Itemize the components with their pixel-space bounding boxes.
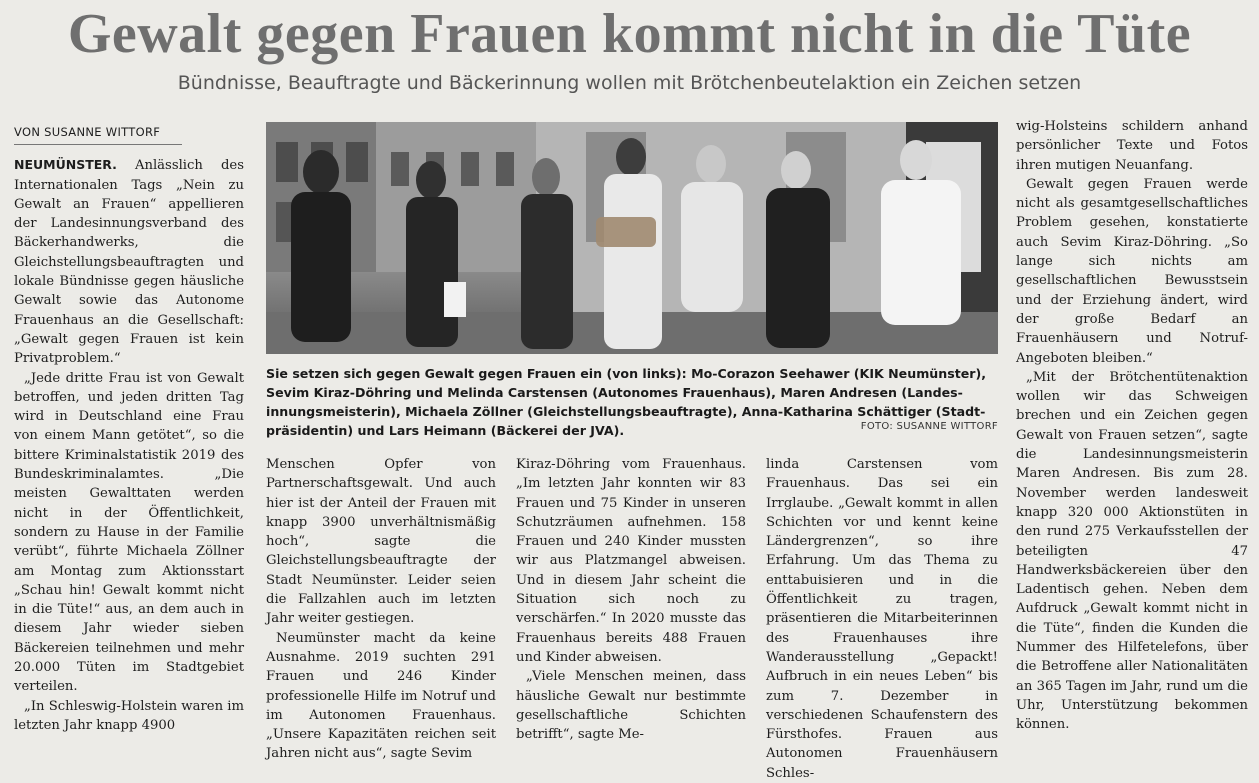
- photo-credit: FOTO: SUSANNE WITTORF: [860, 421, 998, 432]
- paragraph: „Jede dritte Frau ist von Gewalt betroffen, und jeden dritten Tag wird in Deutschland eine Frau von einem Mann getötet“, so die bittere Kriminalstatistik 2019 des Bundeskriminalamtes. „Die meisten Gewalttaten werden nicht in der Öffentlichkeit, sondern zu Hause in der Familie verübt“, führte Michaela Zöllner am Montag zum Aktionsstart „Schau hin! Gewalt kommt nicht in die Tüte!“ aus, an dem auch in diesem Jahr wieder sieben Bäckereien teilnehmen und mehr 20.000 Tüten im Stadtgebiet verteilen.: [14, 370, 244, 695]
- dateline: NEUMÜNSTER.: [14, 157, 117, 173]
- paragraph: Kiraz-Döhring vom Frauenhaus. „Im letzten Jahr konnten wir 83 Frauen und 75 Kinder in unseren Schutzräumen aufnehmen. 158 Frauen und 240 Kinder mussten wir aus Platzmangel abweisen. Und in diesem Jahr scheint die Situation sich noch zu verschärfen.“ In 2020 musste das Frauenhaus bereits 488 Frauen und Kinder abweisen.: [516, 457, 746, 665]
- article-photo: [266, 122, 998, 354]
- paragraph-text: Anlässlich des Internationalen Tags „Nein zu Gewalt an Frauen“ appellieren der Landesinnungsverband des Bäckerhandwerks, die Gleichstellungsbeauftragten und lokale Bündnisse gegen häusliche Gewalt sowie das Autonome Frauenhaus an die Gesellschaft: „Gewalt gegen Frauen ist kein Privatproblem.“: [14, 158, 244, 367]
- column-3: [516, 455, 746, 763]
- paragraph: Menschen Opfer von Partnerschaftsgewalt. Und auch hier ist der Anteil der Frauen mit knapp 3900 unverhältnismäßig hoch“, sagte die Gleichstellungsbeauftragte der Stadt Neumünster. Leider seien die Fallzahlen auch im letzten Jahr weiter gestiegen.: [266, 457, 496, 627]
- paragraph: „Mit der Brötchentütenaktion wollen wir das Schweigen brechen und ein Zeichen gegen Gewalt von Frauen setzen“, sagte die Landesinnungsmeisterin Maren Andresen. Bis zum 28. November werden landesweit knapp 320 000 Aktionstüten in den rund 275 Verkaufsstellen der beteiligten 47 Handwerksbäckereien über den Ladentisch gehen. Neben dem Aufdruck „Gewalt kommt nicht in die Tüte“, finden die Kunden die Nummer des Hilfetelefons, über die Betroffene aller Nationalitäten an 365 Tagen im Jahr, rund um die Uhr, Unterstützung bekommen können.: [1016, 369, 1248, 733]
- paragraph: wig-Holsteins schildern anhand persönlicher Texte und Fotos ihren mutigen Neuanfang.: [1016, 119, 1248, 173]
- paragraph: Gewalt gegen Frauen werde nicht als gesamtgesellschaftliches Problem gesehen, konstatierte auch Sevim Kiraz-Döhring. „So lange sich nichts am gesellschaftlichen Bewusstsein und der Erziehung ändert, wird der große Bedarf an Frauenhäusern und Notruf-Angeboten bleiben.“: [1016, 176, 1248, 366]
- paragraph: [14, 155, 244, 368]
- column-5: [1016, 117, 1248, 763]
- subheadline: Bündnisse, Beauftragte und Bäckerinnung wollen mit Brötchenbeutelaktion ein Zeichen setzen: [177, 72, 1082, 94]
- paragraph: „In Schleswig-Holstein waren im letzten Jahr knapp 4900: [14, 698, 244, 733]
- byline: VON SUSANNE WITTORF: [14, 123, 182, 145]
- paragraph: „Viele Menschen meinen, dass häusliche Gewalt nur bestimmte gesellschaftliche Schichten betrifft“, sagte Me-: [516, 669, 746, 743]
- column-2: [266, 455, 496, 763]
- photo-image: [266, 122, 998, 354]
- headline: Gewalt gegen Frauen kommt nicht in die Tüte: [67, 3, 1192, 65]
- column-4: [766, 455, 998, 781]
- photo-caption: Sie setzen sich gegen Gewalt gegen Frauen ein (von links): Mo-Corazon Seehawer (KIK Neumünster), Sevim Kiraz-Döhring und Melinda Carstensen (Autonomes Frauenhaus), Maren Andresen (Landes-innungsmeisterin), Michaela Zöllner (Gleichstellungsbeauftragte), Anna-Katharina Schättiger (Stadt-präsidentin) und Lars Heimann (Bäckerei der JVA).: [266, 366, 987, 438]
- paragraph: Neumünster macht da keine Ausnahme. 2019 suchten 291 Frauen und 246 Kinder professionelle Hilfe im Notruf und im Autonomen Frauenhaus. „Unsere Kapazitäten reichen seit Jahren nicht aus“, sagte Sevim: [266, 630, 496, 762]
- column-1: [14, 123, 244, 763]
- paragraph: linda Carstensen vom Frauenhaus. Das sei ein Irrglaube. „Gewalt kommt in allen Schichten vor und kennt keine Ländergrenzen“, so ihre Erfahrung. Um das Thema zu enttabuisieren und in die Öffentlichkeit zu tragen, präsentieren die Mitarbeiterinnen des Frauenhauses ihre Wanderausstellung „Gepackt! Aufbruch in ein neues Leben“ bis zum 7. Dezember in verschiedenen Schaufenstern des Fürsthofes. Frauen aus Autonomen Frauenhäusern Schles-: [766, 457, 998, 781]
